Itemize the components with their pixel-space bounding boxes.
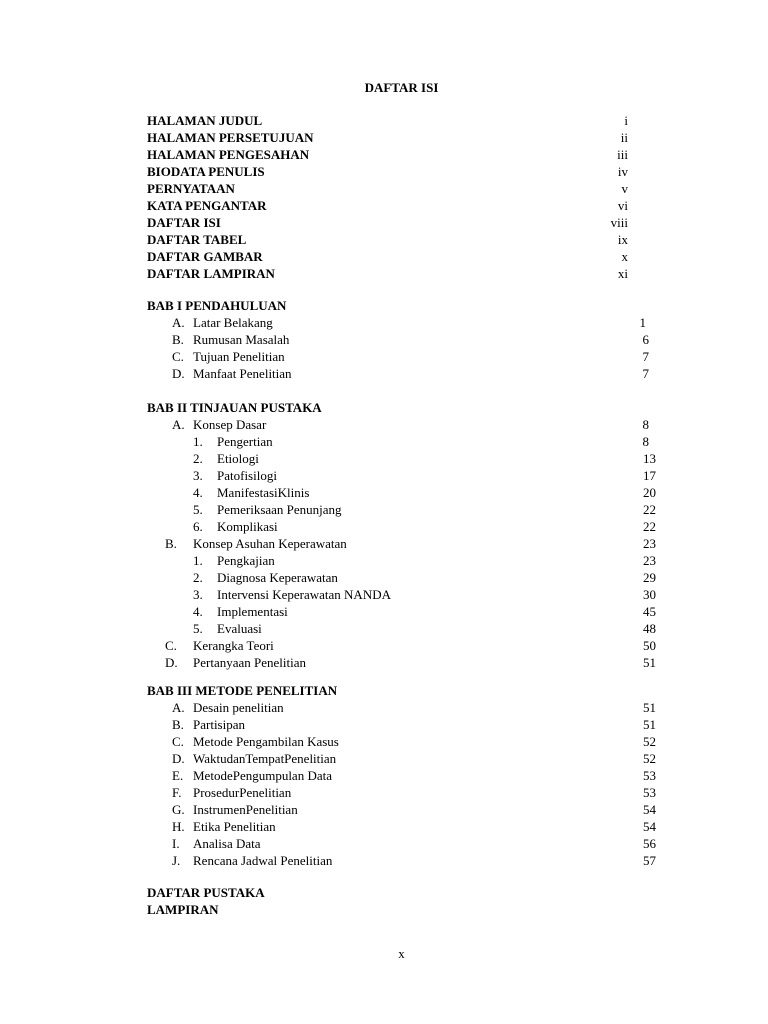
toc-entry-label: WaktudanTempatPenelitian [193, 751, 337, 766]
toc-entry-label: Rumusan Masalah [193, 332, 290, 347]
toc-entry-number: A. [172, 417, 185, 432]
toc-entry-label: Tujuan Penelitian [193, 349, 285, 364]
toc-entry [0, 129, 768, 146]
toc-entry [0, 146, 768, 163]
toc-entry-label: Etika Penelitian [193, 819, 276, 834]
toc-entry-label: Evaluasi [217, 621, 262, 636]
toc-entry-number: C. [165, 638, 177, 653]
bab3-list [0, 699, 768, 869]
toc-subentry [0, 501, 768, 518]
toc-entry-page: 20 [643, 485, 656, 500]
toc-entry-page: 30 [643, 587, 656, 602]
toc-subentry [0, 433, 768, 450]
toc-entry-label: KATA PENGANTAR [147, 198, 267, 213]
page-number: x [398, 946, 405, 961]
toc-entry-number: 1. [193, 553, 203, 568]
toc-entry-label: PERNYATAAN [147, 181, 235, 196]
toc-entry-label: Partisipan [193, 717, 245, 732]
toc-entry-page: v [621, 181, 628, 196]
toc-entry-number: F. [172, 785, 182, 800]
toc-entry [0, 654, 768, 671]
toc-entry-label: Analisa Data [193, 836, 261, 851]
toc-entry-number: G. [172, 802, 185, 817]
toc-entry-page: 22 [643, 502, 656, 517]
toc-entry-label: Patofisilogi [217, 468, 277, 483]
toc-entry [0, 163, 768, 180]
toc-entry-label: ProsedurPenelitian [193, 785, 292, 800]
toc-entry-page: 57 [643, 853, 656, 868]
toc-entry-label: BIODATA PENULIS [147, 164, 265, 179]
toc-entry-label: Metode Pengambilan Kasus [193, 734, 339, 749]
toc-entry-page: 52 [643, 734, 656, 749]
toc-entry [0, 197, 768, 214]
toc-entry [0, 852, 768, 869]
toc-entry-number: A. [172, 700, 185, 715]
toc-entry-page: 53 [643, 785, 656, 800]
toc-entry-label: ManifestasiKlinis [217, 485, 310, 500]
toc-entry [0, 365, 768, 382]
toc-entry [0, 231, 768, 248]
toc-entry-page: 51 [643, 655, 656, 670]
toc-entry [0, 416, 768, 433]
toc-entry-label: DAFTAR GAMBAR [147, 249, 263, 264]
toc-entry-number: 2. [193, 570, 203, 585]
toc-entry-number: B. [172, 717, 184, 732]
toc-entry [0, 801, 768, 818]
toc-entry [0, 248, 768, 265]
toc-entry-page: 22 [643, 519, 656, 534]
toc-entry-label: Pemeriksaan Penunjang [217, 502, 342, 517]
chapter-heading: BAB I PENDAHULUAN [147, 298, 287, 313]
toc-entry-number: 4. [193, 604, 203, 619]
toc-entry [0, 331, 768, 348]
toc-entry-page: 53 [643, 768, 656, 783]
toc-entry-page: iii [617, 147, 628, 162]
toc-entry-label: Diagnosa Keperawatan [217, 570, 338, 585]
toc-entry-label: HALAMAN PERSETUJUAN [147, 130, 314, 145]
toc-entry-label: Konsep Dasar [193, 417, 267, 432]
toc-entry-label: HALAMAN PENGESAHAN [147, 147, 310, 162]
toc-entry-number: 2. [193, 451, 203, 466]
toc-subentry [0, 484, 768, 501]
toc-entry [0, 535, 768, 552]
toc-entry [0, 112, 768, 129]
toc-entry-label: Latar Belakang [193, 315, 273, 330]
toc-entry [0, 835, 768, 852]
toc-entry-label: InstrumenPenelitian [193, 802, 298, 817]
toc-entry [0, 180, 768, 197]
toc-entry-number: 3. [193, 587, 203, 602]
toc-subentry [0, 569, 768, 586]
toc-entry [0, 716, 768, 733]
toc-entry-label: Etiologi [217, 451, 259, 466]
toc-entry-number: B. [165, 536, 177, 551]
toc-subentry [0, 586, 768, 603]
toc-entry-label: MetodePengumpulan Data [193, 768, 332, 783]
toc-entry-number: 6. [193, 519, 203, 534]
toc-entry-page: vi [617, 198, 628, 213]
toc-entry [0, 767, 768, 784]
toc-entry-label: Kerangka Teori [193, 638, 274, 653]
toc-entry-page: 45 [643, 604, 656, 619]
toc-entry [0, 733, 768, 750]
toc-entry-number: E. [172, 768, 184, 783]
page-title: DAFTAR ISI [364, 80, 439, 95]
toc-entry-page: 56 [643, 836, 656, 851]
toc-entry-number: 1. [193, 434, 203, 449]
toc-entry-page: 51 [643, 700, 656, 715]
toc-entry-page: viii [610, 215, 628, 230]
toc-entry-number: 4. [193, 485, 203, 500]
toc-entry-page: ix [617, 232, 628, 247]
toc-entry [0, 214, 768, 231]
toc-entry-label: DAFTAR LAMPIRAN [147, 266, 275, 281]
toc-entry-number: H. [172, 819, 185, 834]
chapter-heading: BAB III METODE PENELITIAN [147, 683, 338, 698]
toc-entry-number: D. [172, 751, 185, 766]
chapter-heading: BAB II TINJAUAN PUSTAKA [147, 400, 322, 415]
toc-entry-page: 50 [643, 638, 656, 653]
toc-entry-label: Komplikasi [217, 519, 278, 534]
toc-entry-label: Pertanyaan Penelitian [193, 655, 306, 670]
toc-entry-page: 13 [643, 451, 656, 466]
toc-entry-page: x [621, 249, 628, 264]
toc-entry-page: 54 [643, 802, 656, 817]
front-matter-list [0, 112, 768, 282]
toc-subentry [0, 450, 768, 467]
toc-entry-page: 6 [642, 332, 649, 347]
toc-entry-label: Konsep Asuhan Keperawatan [193, 536, 347, 551]
toc-entry-number: 3. [193, 468, 203, 483]
end-matter-heading: LAMPIRAN [147, 902, 219, 917]
toc-entry-page: 8 [642, 417, 649, 432]
toc-entry-page: 48 [643, 621, 656, 636]
toc-entry-label: Implementasi [217, 604, 288, 619]
toc-subentry [0, 518, 768, 535]
toc-entry-page: 7 [642, 349, 649, 364]
toc-entry-label: Desain penelitian [193, 700, 284, 715]
toc-entry-number: C. [172, 349, 184, 364]
toc-entry-page: 54 [643, 819, 656, 834]
toc-entry-page: ii [620, 130, 628, 145]
toc-entry-page: 51 [643, 717, 656, 732]
toc-entry-page: 1 [639, 315, 646, 330]
toc-subentry [0, 603, 768, 620]
toc-entry-page: 52 [643, 751, 656, 766]
toc-entry-number: A. [172, 315, 185, 330]
toc-entry [0, 314, 768, 331]
toc-entry-label: Pengkajian [217, 553, 275, 568]
toc-entry [0, 784, 768, 801]
toc-entry-page: iv [617, 164, 628, 179]
toc-entry-label: HALAMAN JUDUL [147, 113, 263, 128]
toc-entry-number: 5. [193, 621, 203, 636]
toc-entry-label: DAFTAR ISI [147, 215, 221, 230]
bab1-list [0, 314, 768, 382]
toc-entry [0, 750, 768, 767]
toc-entry-number: J. [172, 853, 181, 868]
toc-entry [0, 699, 768, 716]
toc-entry [0, 637, 768, 654]
toc-entry-number: D. [165, 655, 178, 670]
toc-entry [0, 818, 768, 835]
toc-entry-page: 8 [642, 434, 649, 449]
toc-entry-number: B. [172, 332, 184, 347]
toc-entry-page: 29 [643, 570, 656, 585]
toc-entry-page: 7 [642, 366, 649, 381]
toc-entry-number: 5. [193, 502, 203, 517]
toc-entry [0, 265, 768, 282]
end-matter-heading: DAFTAR PUSTAKA [147, 885, 265, 900]
toc-entry-page: i [624, 113, 628, 128]
bab2-list [0, 416, 768, 671]
toc-entry-number: I. [172, 836, 180, 851]
toc-entry-label: Rencana Jadwal Penelitian [193, 853, 333, 868]
toc-entry-page: 23 [643, 553, 656, 568]
toc-entry-page: 17 [643, 468, 656, 483]
toc-subentry [0, 552, 768, 569]
toc-entry-number: D. [172, 366, 185, 381]
toc-subentry [0, 467, 768, 484]
toc-entry-page: xi [617, 266, 628, 281]
toc-entry-label: Pengertian [217, 434, 273, 449]
toc-entry-label: Manfaat Penelitian [193, 366, 292, 381]
toc-entry-page: 23 [643, 536, 656, 551]
toc-entry-label: Intervensi Keperawatan NANDA [217, 587, 391, 602]
toc-subentry [0, 620, 768, 637]
toc-entry-number: C. [172, 734, 184, 749]
toc-entry-label: DAFTAR TABEL [147, 232, 247, 247]
toc-entry [0, 348, 768, 365]
